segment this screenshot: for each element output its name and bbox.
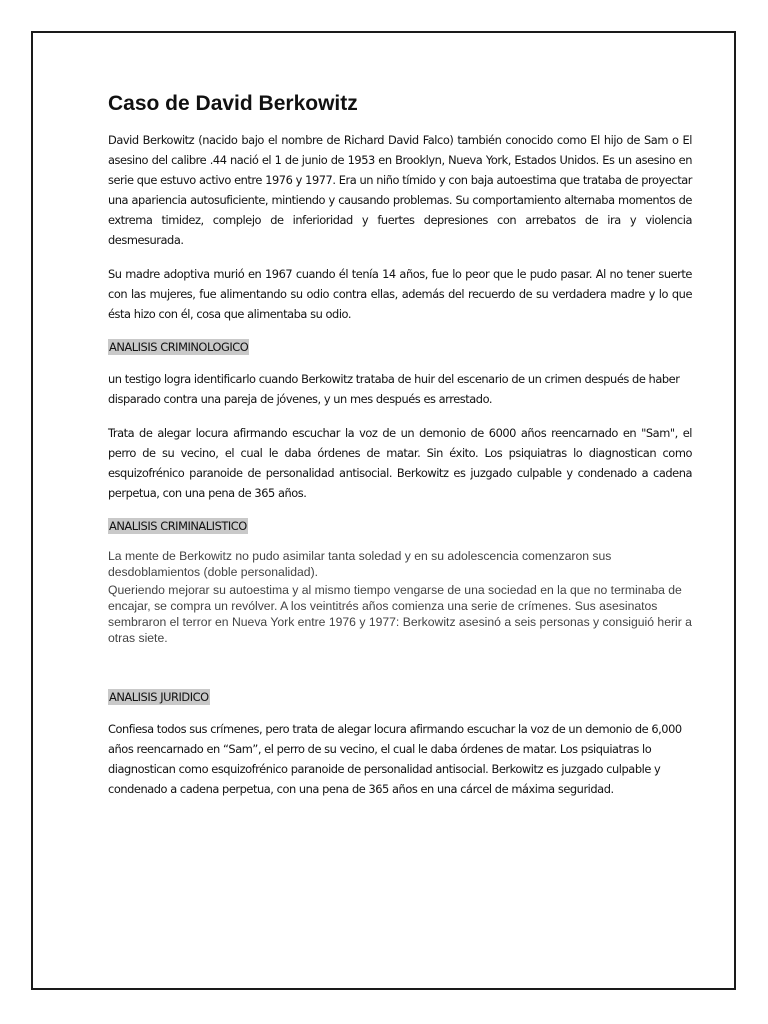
- criminologico-paragraph-1: un testigo logra identificarlo cuando Berkowitz trataba de huir del escenario de un crimen después de haber disparado contra una pareja de jóvenes, y un mes después es arrestado.: [108, 372, 680, 407]
- section-heading-criminalistico: ANALISIS CRIMINALISTICO: [109, 519, 247, 534]
- section-criminalistico: [108, 517, 692, 646]
- section-heading-juridico: ANALISIS JURIDICO: [109, 690, 209, 705]
- juridico-paragraph-1: Confiesa todos sus crímenes, pero trata de alegar locura afirmando escuchar la voz de un demonio de 6,000 años reencarnado en “Sam”, el perro de su vecino, el cual le daba órdenes de matar. Los psiquiatras lo diagnostican como esquizofrénico paranoide de personalidad antisocial. Berkowitz es juzgado culpable y condenado a cadena perpetua, con una pena de 365 años en una cárcel de máxima seguridad.: [108, 722, 682, 797]
- criminalistico-paragraph-1: La mente de Berkowitz no pudo asimilar tanta soledad y en su adolescencia comenzaron sus desdoblamientos (doble personalidad).: [108, 549, 612, 580]
- criminologico-paragraph-2: Trata de alegar locura afirmando escuchar la voz de un demonio de 6000 años reencarnado en "Sam", el perro de su vecino, el cual le daba órdenes de matar. Sin éxito. Los psiquiatras lo diagnostican como esquizofrénico paranoide de personalidad antisocial. Berkowitz es juzgado culpable y condenado a cadena perpetua, con una pena de 365 años.: [108, 426, 692, 501]
- section-criminologico: [108, 338, 692, 503]
- intro-paragraph-1: David Berkowitz (nacido bajo el nombre de Richard David Falco) también conocido como El hijo de Sam o El asesino del calibre .44 nació el 1 de junio de 1953 en Brooklyn, Nueva York, Estados Unidos. Es un asesino en serie que estuvo activo entre 1976 y 1977. Era un niño tímido y con baja autoestima que trataba de proyectar una apariencia autosuficiente, mintiendo y causando problemas. Su comportamiento alternaba momentos de extrema timidez, complejo de inferioridad y fuertes depresiones con arrebatos de ira y violencia desmesurada.: [108, 133, 692, 248]
- document-content: [108, 91, 692, 813]
- document-page: [31, 31, 736, 990]
- section-heading-criminologico: ANALISIS CRIMINOLOGICO: [109, 340, 249, 355]
- spacer: [108, 648, 692, 688]
- criminalistico-paragraph-2: Queriendo mejorar su autoestima y al mismo tiempo vengarse de una sociedad en la que no terminaba de encajar, se compra un revólver. A los veintitrés años comienza una serie de crímenes. Sus asesinatos sembraron el terror en Nueva York entre 1976 y 1977: Berkowitz asesinó a seis personas y consiguió herir a otras siete.: [108, 583, 692, 646]
- section-juridico: [108, 688, 692, 799]
- intro-paragraph-2: Su madre adoptiva murió en 1967 cuando él tenía 14 años, fue lo peor que le pudo pasar. Al no tener suerte con las mujeres, fue alimentando su odio contra ellas, además del recuerdo de su verdadera madre y lo que ésta hizo con él, cosa que alimentaba su odio.: [108, 267, 692, 322]
- document-title: Caso de David Berkowitz: [108, 92, 358, 115]
